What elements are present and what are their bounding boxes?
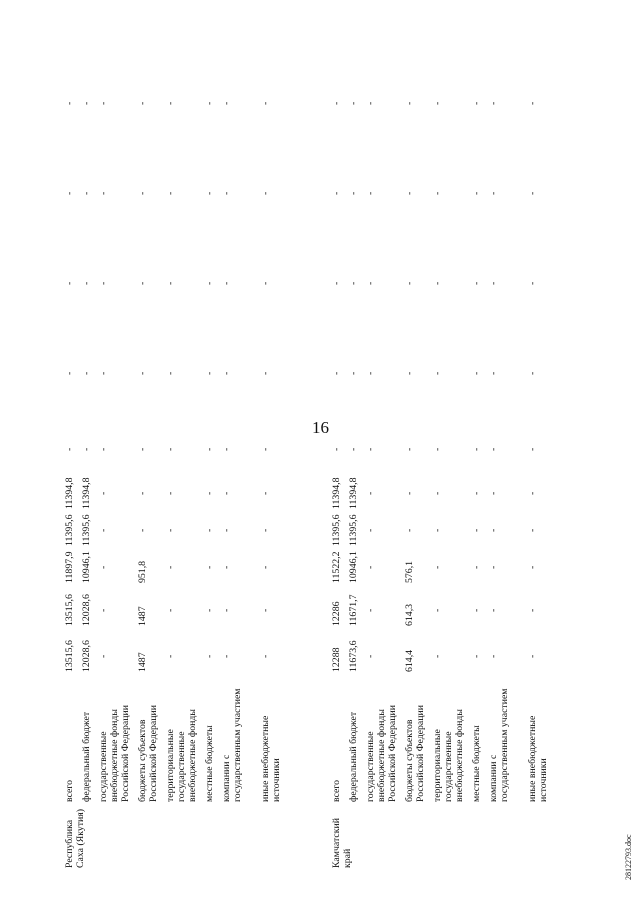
table-cell-dash: - [488,447,499,451]
table-cell-dash: - [165,191,176,195]
region-name: Камчатский край [331,818,353,868]
table-cell-value: 11395,6 [348,514,359,546]
table-cell-value: 11394,8 [331,477,342,509]
table-cell-dash: - [165,528,176,532]
table-cell-dash: - [260,371,271,375]
table-cell-dash: - [527,101,538,105]
table-cell-dash: - [471,191,482,195]
table-cell-dash: - [260,608,271,612]
table-cell-dash: - [488,101,499,105]
table-cell-dash: - [488,654,499,658]
table-cell-dash: - [204,528,215,532]
table-cell-value: 12028,6 [81,594,92,626]
table-cell-dash: - [98,565,109,569]
table-cell-dash: - [432,565,443,569]
row-label: иные внебюджетные источники [527,715,549,802]
table-cell-dash: - [432,491,443,495]
table-cell-value: 951,8 [137,560,148,583]
table-cell-dash: - [221,191,232,195]
row-label: местные бюджеты [204,725,215,802]
table-cell-dash: - [365,281,376,285]
table-cell-dash: - [488,608,499,612]
table-cell-dash: - [527,447,538,451]
table-cell-dash: - [404,528,415,532]
row-label: местные бюджеты [471,725,482,802]
row-label: государственные внебюджетные фонды Российской Федерации [365,705,398,802]
table-cell-dash: - [331,371,342,375]
table-cell-dash: - [221,528,232,532]
table-cell-value: 11395,6 [64,514,75,546]
row-label: иные внебюджетные источники [260,715,282,802]
table-cell-dash: - [527,565,538,569]
table-cell-dash: - [488,565,499,569]
table-cell-value: 10946,1 [81,551,92,583]
row-label: бюджеты субъектов Российской Федерации [404,705,426,802]
table-cell-dash: - [260,654,271,658]
table-cell-dash: - [204,654,215,658]
table-cell-dash: - [471,281,482,285]
table-cell-value: 11522,2 [331,551,342,583]
table-cell-dash: - [527,608,538,612]
table-cell-dash: - [64,191,75,195]
table-cell-dash: - [204,101,215,105]
table-cell-dash: - [404,281,415,285]
table-cell-dash: - [432,281,443,285]
table-cell-dash: - [260,491,271,495]
table-cell-dash: - [365,491,376,495]
row-label: территориальные государственные внебюджетные фонды [165,709,198,802]
table-cell-dash: - [488,371,499,375]
table-cell-dash: - [137,281,148,285]
table-cell-dash: - [471,371,482,375]
table-cell-dash: - [137,491,148,495]
table-cell-dash: - [221,565,232,569]
table-cell-dash: - [404,447,415,451]
table-cell-dash: - [98,654,109,658]
table-cell-dash: - [221,608,232,612]
row-label: компании с государственным участием [488,688,510,802]
table-cell-dash: - [471,654,482,658]
table-cell-dash: - [165,565,176,569]
table-cell-value: 12028,6 [81,640,92,672]
table-cell-dash: - [221,101,232,105]
row-label: компании с государственным участием [221,688,243,802]
table-cell-dash: - [331,281,342,285]
table-cell-dash: - [221,491,232,495]
table-cell-dash: - [404,371,415,375]
table-cell-dash: - [348,447,359,451]
table-cell-value: 13515,6 [64,594,75,626]
table-cell-dash: - [165,491,176,495]
table-cell-dash: - [98,281,109,285]
table-cell-dash: - [527,654,538,658]
table-cell-dash: - [204,281,215,285]
table-cell-value: 12286 [331,601,342,626]
table-cell-dash: - [432,608,443,612]
table-cell-value: 1487 [137,606,148,626]
table-cell-value: 576,1 [404,560,415,583]
table-cell-dash: - [260,447,271,451]
table-cell-dash: - [348,371,359,375]
table-cell-value: 13515,6 [64,640,75,672]
table-cell-dash: - [81,101,92,105]
table-cell-dash: - [404,101,415,105]
table-cell-dash: - [404,491,415,495]
table-cell-dash: - [204,191,215,195]
table-cell-dash: - [365,654,376,658]
table-cell-dash: - [204,565,215,569]
table-cell-value: 11897,9 [64,551,75,583]
table-cell-dash: - [165,371,176,375]
table-cell-dash: - [98,608,109,612]
table-cell-dash: - [348,281,359,285]
table-cell-dash: - [204,608,215,612]
table-cell-dash: - [137,528,148,532]
document-filename: 28122793.doc [624,834,633,880]
row-label: федеральный бюджет [81,711,92,802]
table-cell-value: 11394,8 [64,477,75,509]
table-cell-dash: - [471,608,482,612]
table-cell-dash: - [260,565,271,569]
table-cell-dash: - [432,528,443,532]
table-cell-dash: - [98,371,109,375]
table-cell-dash: - [365,101,376,105]
table-cell-dash: - [365,371,376,375]
table-cell-dash: - [488,281,499,285]
table-cell-dash: - [98,528,109,532]
table-cell-dash: - [471,528,482,532]
table-cell-dash: - [137,447,148,451]
table-cell-dash: - [488,491,499,495]
row-label: бюджеты субъектов Российской Федерации [137,705,159,802]
table-cell-dash: - [165,281,176,285]
table-cell-dash: - [165,654,176,658]
table-cell-dash: - [527,371,538,375]
row-label: федеральный бюджет [348,711,359,802]
table-cell-dash: - [471,565,482,569]
table-cell-dash: - [471,491,482,495]
table-cell-dash: - [98,191,109,195]
table-cell-dash: - [81,281,92,285]
table-cell-dash: - [221,281,232,285]
table-cell-dash: - [488,528,499,532]
table-cell-dash: - [432,371,443,375]
table-cell-dash: - [64,371,75,375]
table-cell-dash: - [137,191,148,195]
table-cell-value: 11671,7 [348,594,359,626]
table-cell-dash: - [365,608,376,612]
table-cell-dash: - [260,101,271,105]
table-cell-value: 10946,1 [348,551,359,583]
table-cell-dash: - [260,191,271,195]
table-cell-dash: - [527,281,538,285]
table-cell-dash: - [64,281,75,285]
table-cell-value: 614,3 [404,603,415,626]
table-cell-value: 11394,8 [81,477,92,509]
table-cell-dash: - [81,447,92,451]
table-cell-dash: - [204,371,215,375]
table-cell-dash: - [64,447,75,451]
row-label: территориальные государственные внебюджетные фонды [432,709,465,802]
table-cell-dash: - [98,447,109,451]
table-cell-value: 11395,6 [81,514,92,546]
table-cell-value: 11394,8 [348,477,359,509]
table-cell-dash: - [204,491,215,495]
row-label: всего [331,779,342,802]
table-cell-dash: - [221,447,232,451]
row-label: государственные внебюджетные фонды Российской Федерации [98,705,131,802]
table-cell-dash: - [348,191,359,195]
table-cell-value: 11673,6 [348,640,359,672]
table-cell-dash: - [331,447,342,451]
table-cell-dash: - [527,491,538,495]
table-cell-dash: - [432,447,443,451]
table-cell-dash: - [432,101,443,105]
table-cell-dash: - [204,447,215,451]
table-cell-dash: - [165,101,176,105]
table-cell-value: 1487 [137,652,148,672]
funding-table [64,48,574,868]
region-name: Республика Саха (Якутия) [64,808,86,868]
table-cell-dash: - [98,491,109,495]
table-cell-dash: - [527,528,538,532]
table-cell-dash: - [81,191,92,195]
table-cell-dash: - [165,608,176,612]
table-cell-dash: - [137,371,148,375]
table-cell-dash: - [365,191,376,195]
table-cell-dash: - [348,101,359,105]
table-cell-value: 614,4 [404,649,415,672]
table-cell-dash: - [471,101,482,105]
table-cell-dash: - [64,101,75,105]
table-cell-dash: - [432,654,443,658]
row-label: всего [64,779,75,802]
table-cell-dash: - [331,191,342,195]
table-cell-dash: - [165,447,176,451]
table-cell-dash: - [137,101,148,105]
table-cell-dash: - [365,528,376,532]
table-cell-dash: - [260,281,271,285]
table-cell-dash: - [331,101,342,105]
table-cell-dash: - [365,447,376,451]
table-cell-dash: - [260,528,271,532]
page-number: 16 [312,418,329,437]
table-cell-dash: - [221,371,232,375]
table-cell-dash: - [488,191,499,195]
table-cell-dash: - [81,371,92,375]
table-cell-dash: - [221,654,232,658]
table-cell-value: 12288 [331,647,342,672]
table-cell-dash: - [471,447,482,451]
table-cell-value: 11395,6 [331,514,342,546]
table-cell-dash: - [404,191,415,195]
table-cell-dash: - [365,565,376,569]
table-cell-dash: - [527,191,538,195]
table-cell-dash: - [432,191,443,195]
table-cell-dash: - [98,101,109,105]
